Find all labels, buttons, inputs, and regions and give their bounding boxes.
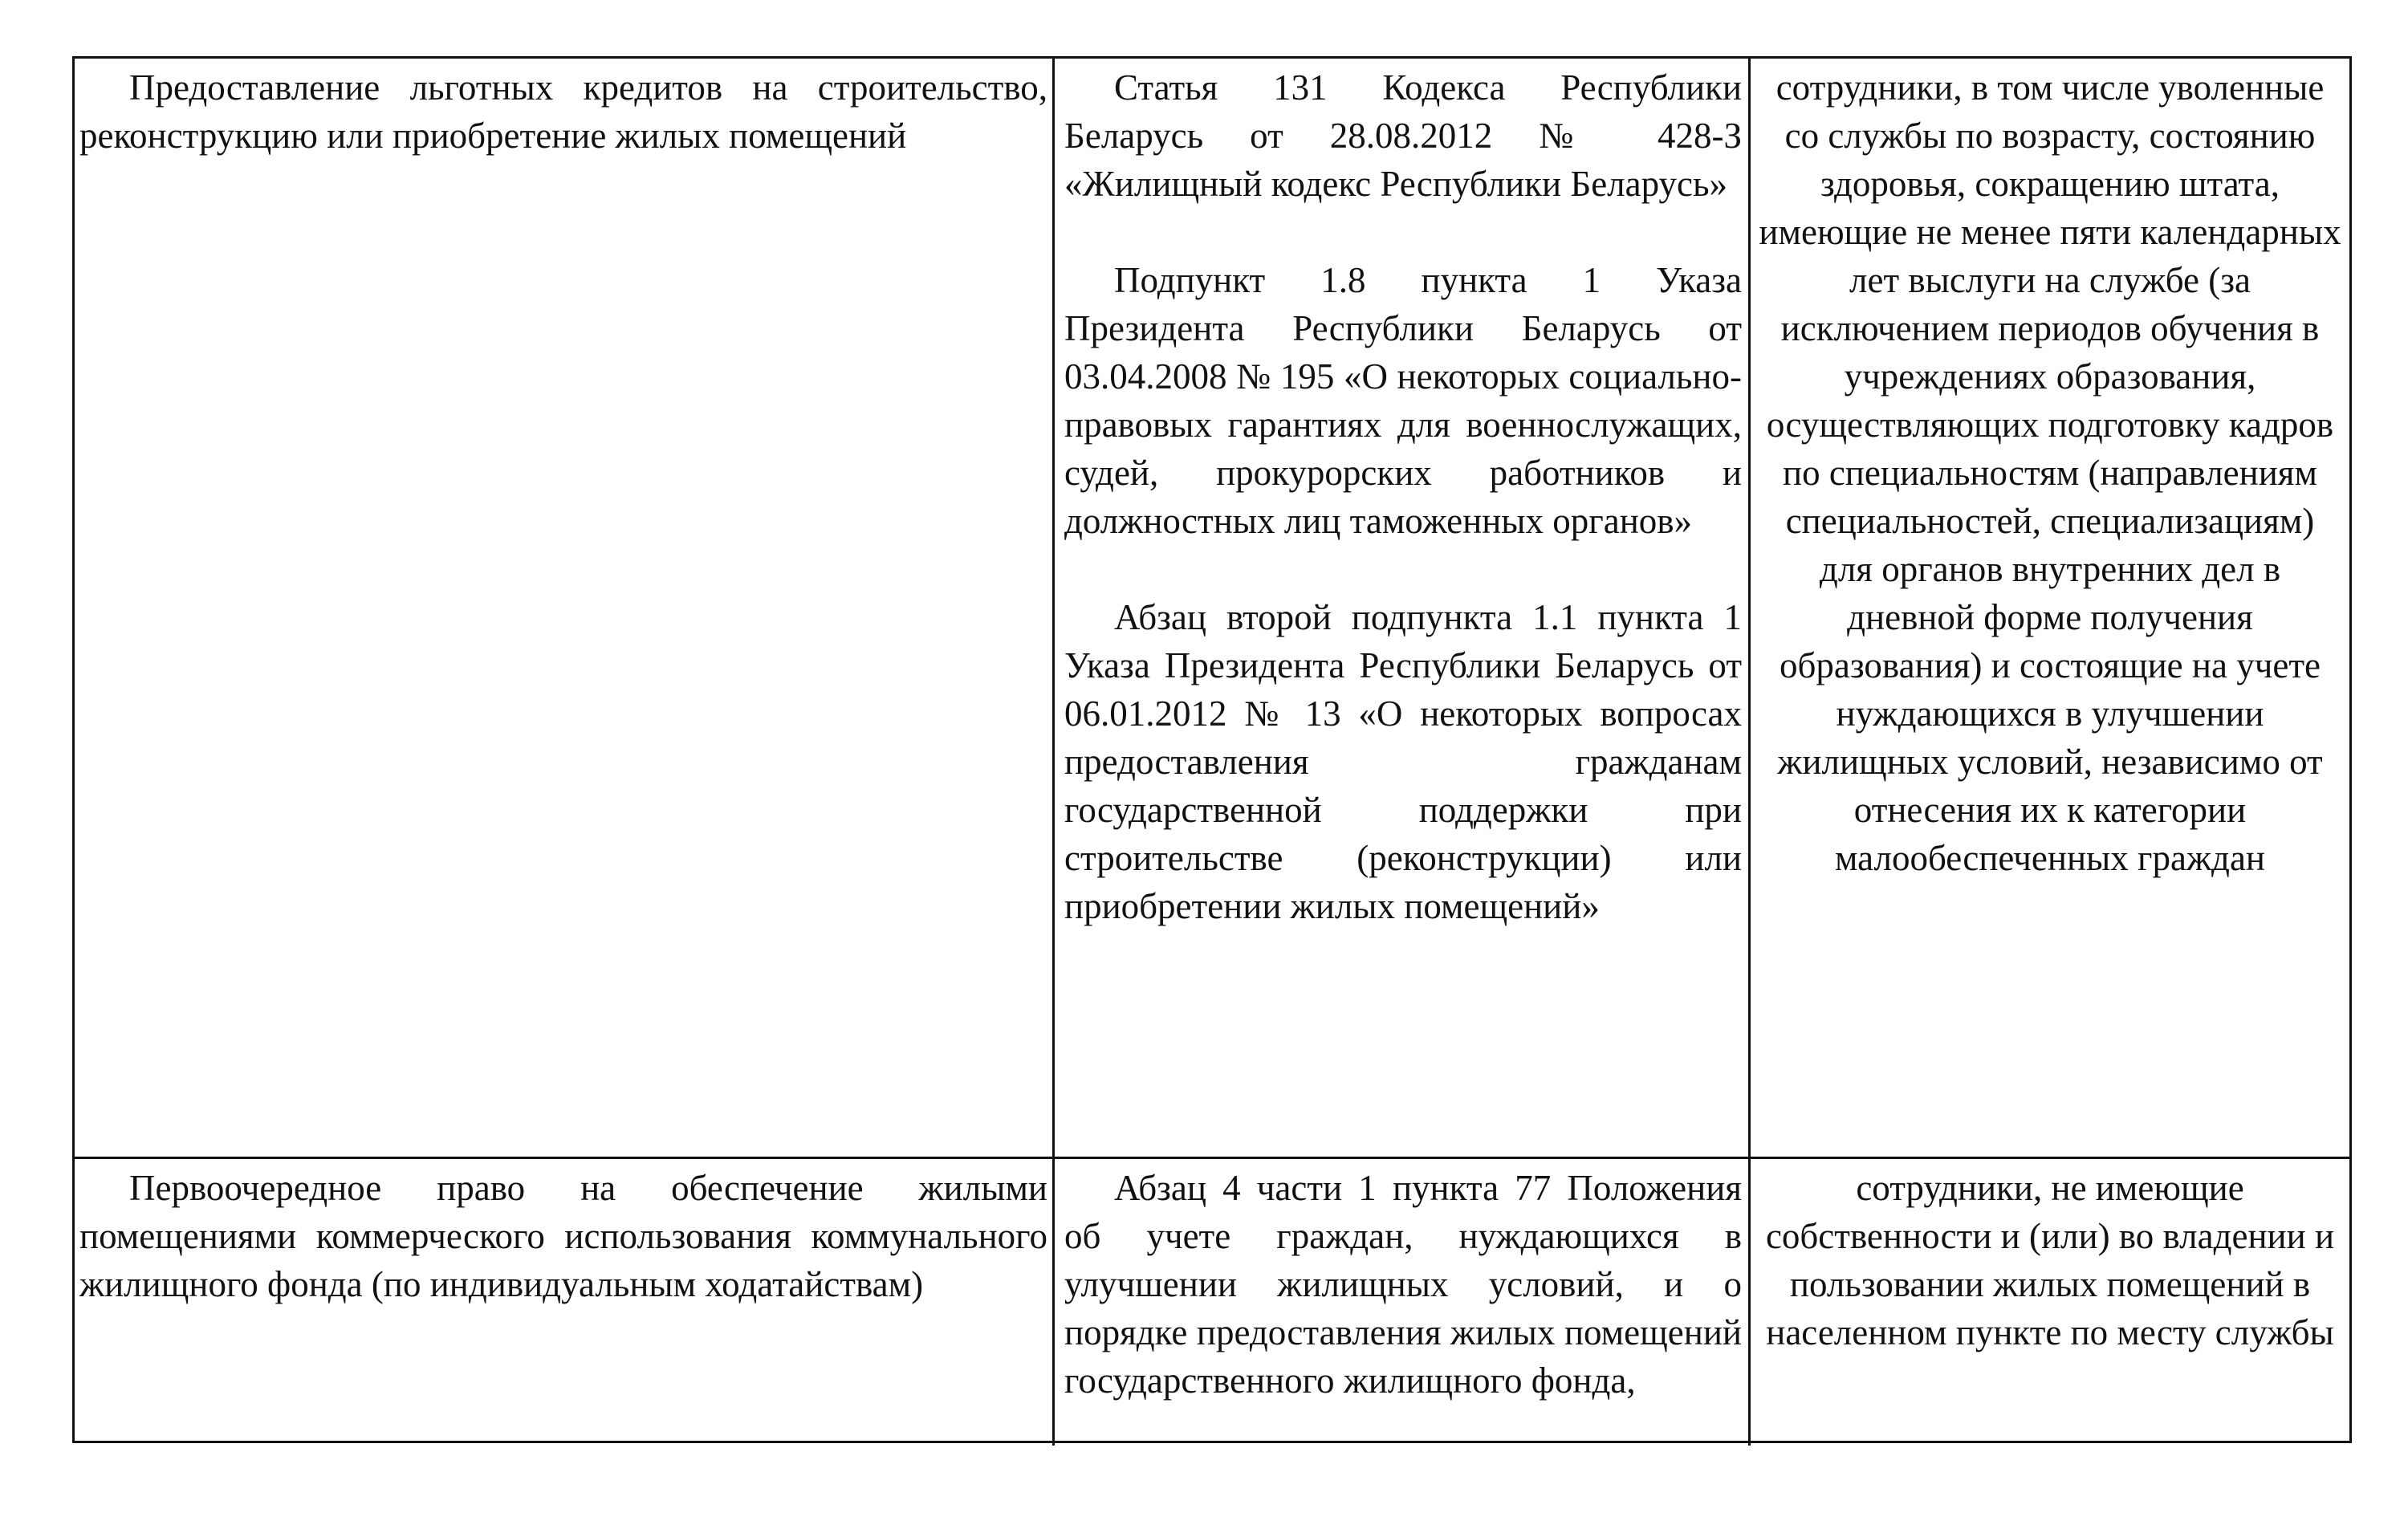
recipients-cell (1748, 59, 2349, 1157)
recipients-text: сотрудники, не имеющие собственности и (или) во владении и пользовании жилых помещений в населенном пункте по месту службы (1765, 1168, 2335, 1352)
legal-basis-cell (1052, 59, 1748, 1157)
recipients-text: сотрудники, в том числе уволенные со службы по возрасту, состоянию здоровья, сокращению штата, имеющие не менее пяти календарных лет выслуги на службе (за исключением периодов обучения в учреждениях образования, осуществляющих подготовку кадров по специальностям (направлениям специальностей, специализациям) для органов внутренних дел в дневной форме получения образования) и состоящие на учете нуждающихся в улучшении жилищных условий, независимо от отнесения их к категории малообеспеченных граждан (1759, 67, 2341, 878)
benefit-text: Первоочередное право на обеспечение жилыми помещениями коммерческого использования коммунального жилищного фонда (по индивидуальным ходатайствам) (79, 1168, 1047, 1304)
benefit-text: Предоставление льготных кредитов на строительство, реконструкцию или приобретение жилых помещений (79, 67, 1047, 156)
benefits-table (72, 56, 2352, 1443)
recipients-cell (1748, 1159, 2349, 1446)
benefit-cell (75, 59, 1052, 1157)
legal-basis-cell (1052, 1159, 1748, 1446)
legal-basis-paragraph: Статья 131 Кодекса Республики Беларусь от 28.08.2012 № 428-З «Жилищный кодекс Республики Беларусь» (1064, 67, 1742, 204)
legal-basis-paragraph: Абзац второй подпункта 1.1 пункта 1 Указа Президента Республики Беларусь от 06.01.2012 № 13 «О некоторых вопросах предоставления гражданам государственной поддержки при строительстве (реконструкции) или приобретении жилых помещений» (1064, 597, 1742, 926)
legal-basis-paragraph: Подпункт 1.8 пункта 1 Указа Президента Республики Беларусь от 03.04.2008 № 195 «О некоторых социально-правовых гарантиях для военнослужащих, судей, прокурорских работников и должностных лиц таможенных органов» (1064, 260, 1742, 541)
table-row (75, 1157, 2349, 1446)
table-row (75, 59, 2349, 1157)
benefit-cell (75, 1159, 1052, 1446)
legal-basis-paragraph: Абзац 4 части 1 пункта 77 Положения об учете граждан, нуждающихся в улучшении жилищных условий, и о порядке предоставления жилых помещений государственного жилищного фонда, (1064, 1168, 1742, 1401)
